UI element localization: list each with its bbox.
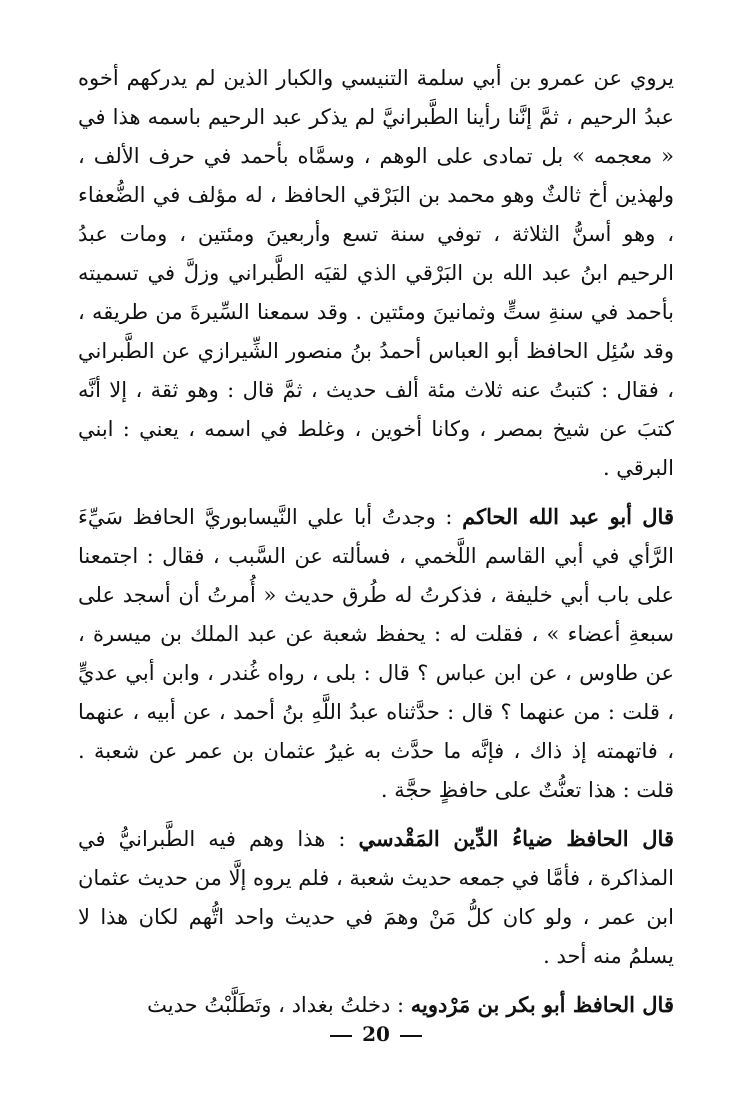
paragraph-body: : دخلتُ بغداد ، وتَطَلَّبْتُ حديث bbox=[147, 993, 411, 1017]
paragraph-2 bbox=[78, 497, 674, 810]
paragraph-heading: قال الحافظ ضياءُ الدِّين المَقْدسي bbox=[358, 826, 674, 851]
paragraph-3 bbox=[78, 819, 674, 976]
paragraph-heading: قال الحافظ أبو بكر بن مَرْدويه bbox=[410, 992, 674, 1017]
body-text bbox=[78, 58, 674, 1025]
page-number: 20 bbox=[362, 1022, 390, 1046]
dash-ornament bbox=[330, 1035, 352, 1037]
paragraph-body: يروي عن عمرو بن أبي سلمة التنيسي والكبار الذين لم يدركهم أخوه عبدُ الرحيم ، ثمَّ إنَّنا رأينا الطَّبرانيَّ لم يذكر عبد الرحيم باسمه هذا في « معجمه » بل تمادى على الوهم ، وسمَّاه بأحمد في حرف الألف ، ولهذين أخ ثالثٌ وهو محمد بن البَرْقي الحافظ ، له مؤلف في الضُّعفاء ، وهو أسنُّ الثلاثة ، توفي سنة تسع وأربعينَ ومئتين ، ومات عبدُ الرحيم ابنُ عبد الله بن البَرْقي الذي لقيَه الطَّبراني وزلَّ في تسميته بأحمد في سنةِ ستٍّ وثمانينَ ومئتين . وقد سمعنا السِّيرةَ من طريقه ، وقد سُئِل الحافظ أبو العباس أحمدُ بنُ منصور الشِّيرازي عن الطَّبراني ، فقال : كتبتُ عنه ثلاث مئة ألف حديث ، ثمَّ قال : وهو ثقة ، إلا أنَّه كتبَ عن شيخ بمصر ، وكانا أخوين ، وغلط في اسمه ، يعني : ابني البرقي . bbox=[78, 66, 674, 480]
page-number-footer bbox=[0, 1022, 752, 1046]
paragraph-body: : وجدتُ أبا علي النَّيسابوريَّ الحافظ سَيِّءَ الرَّأي في أبي القاسم اللَّخمي ، فسألته عن السَّبب ، فقال : اجتمعنا على باب أبي خليفة ، فذكرتُ له طُرق حديث « أُمرتُ أن أسجد على سبعةِ أعضاء » ، فقلت له : يحفظ شعبة عن عبد الملك بن ميسرة ، عن طاوس ، عن ابن عباس ؟ قال : بلى ، رواه غُندر ، وابن أبي عديٍّ ، قلت : من عنهما ؟ قال : حدَّثناه عبدُ اللَّهِ بنُ أحمد ، عن أبيه ، عنهما ، فاتهمته إذ ذاك ، فإنَّه ما حدَّث به غيرُ عثمان بن عمر عن شعبة . قلت : هذا تعنُّتٌ على حافظٍ حجَّة . bbox=[78, 505, 674, 802]
paragraph-heading: قال أبو عبد الله الحاكم bbox=[462, 504, 674, 529]
paragraph-4 bbox=[78, 985, 674, 1025]
paragraph-body: : هذا وهم فيه الطَّبرانيُّ في المذاكرة ، فأمَّا في جمعه حديث شعبة ، فلم يروه إلَّا من حديث عثمان ابن عمر ، ولو كان كلُّ مَنْ وهمَ في حديث واحد اتُّهم لكان هذا لا يسلمُ منه أحد . bbox=[78, 827, 674, 968]
paragraph-1 bbox=[78, 58, 674, 488]
dash-ornament bbox=[400, 1035, 422, 1037]
